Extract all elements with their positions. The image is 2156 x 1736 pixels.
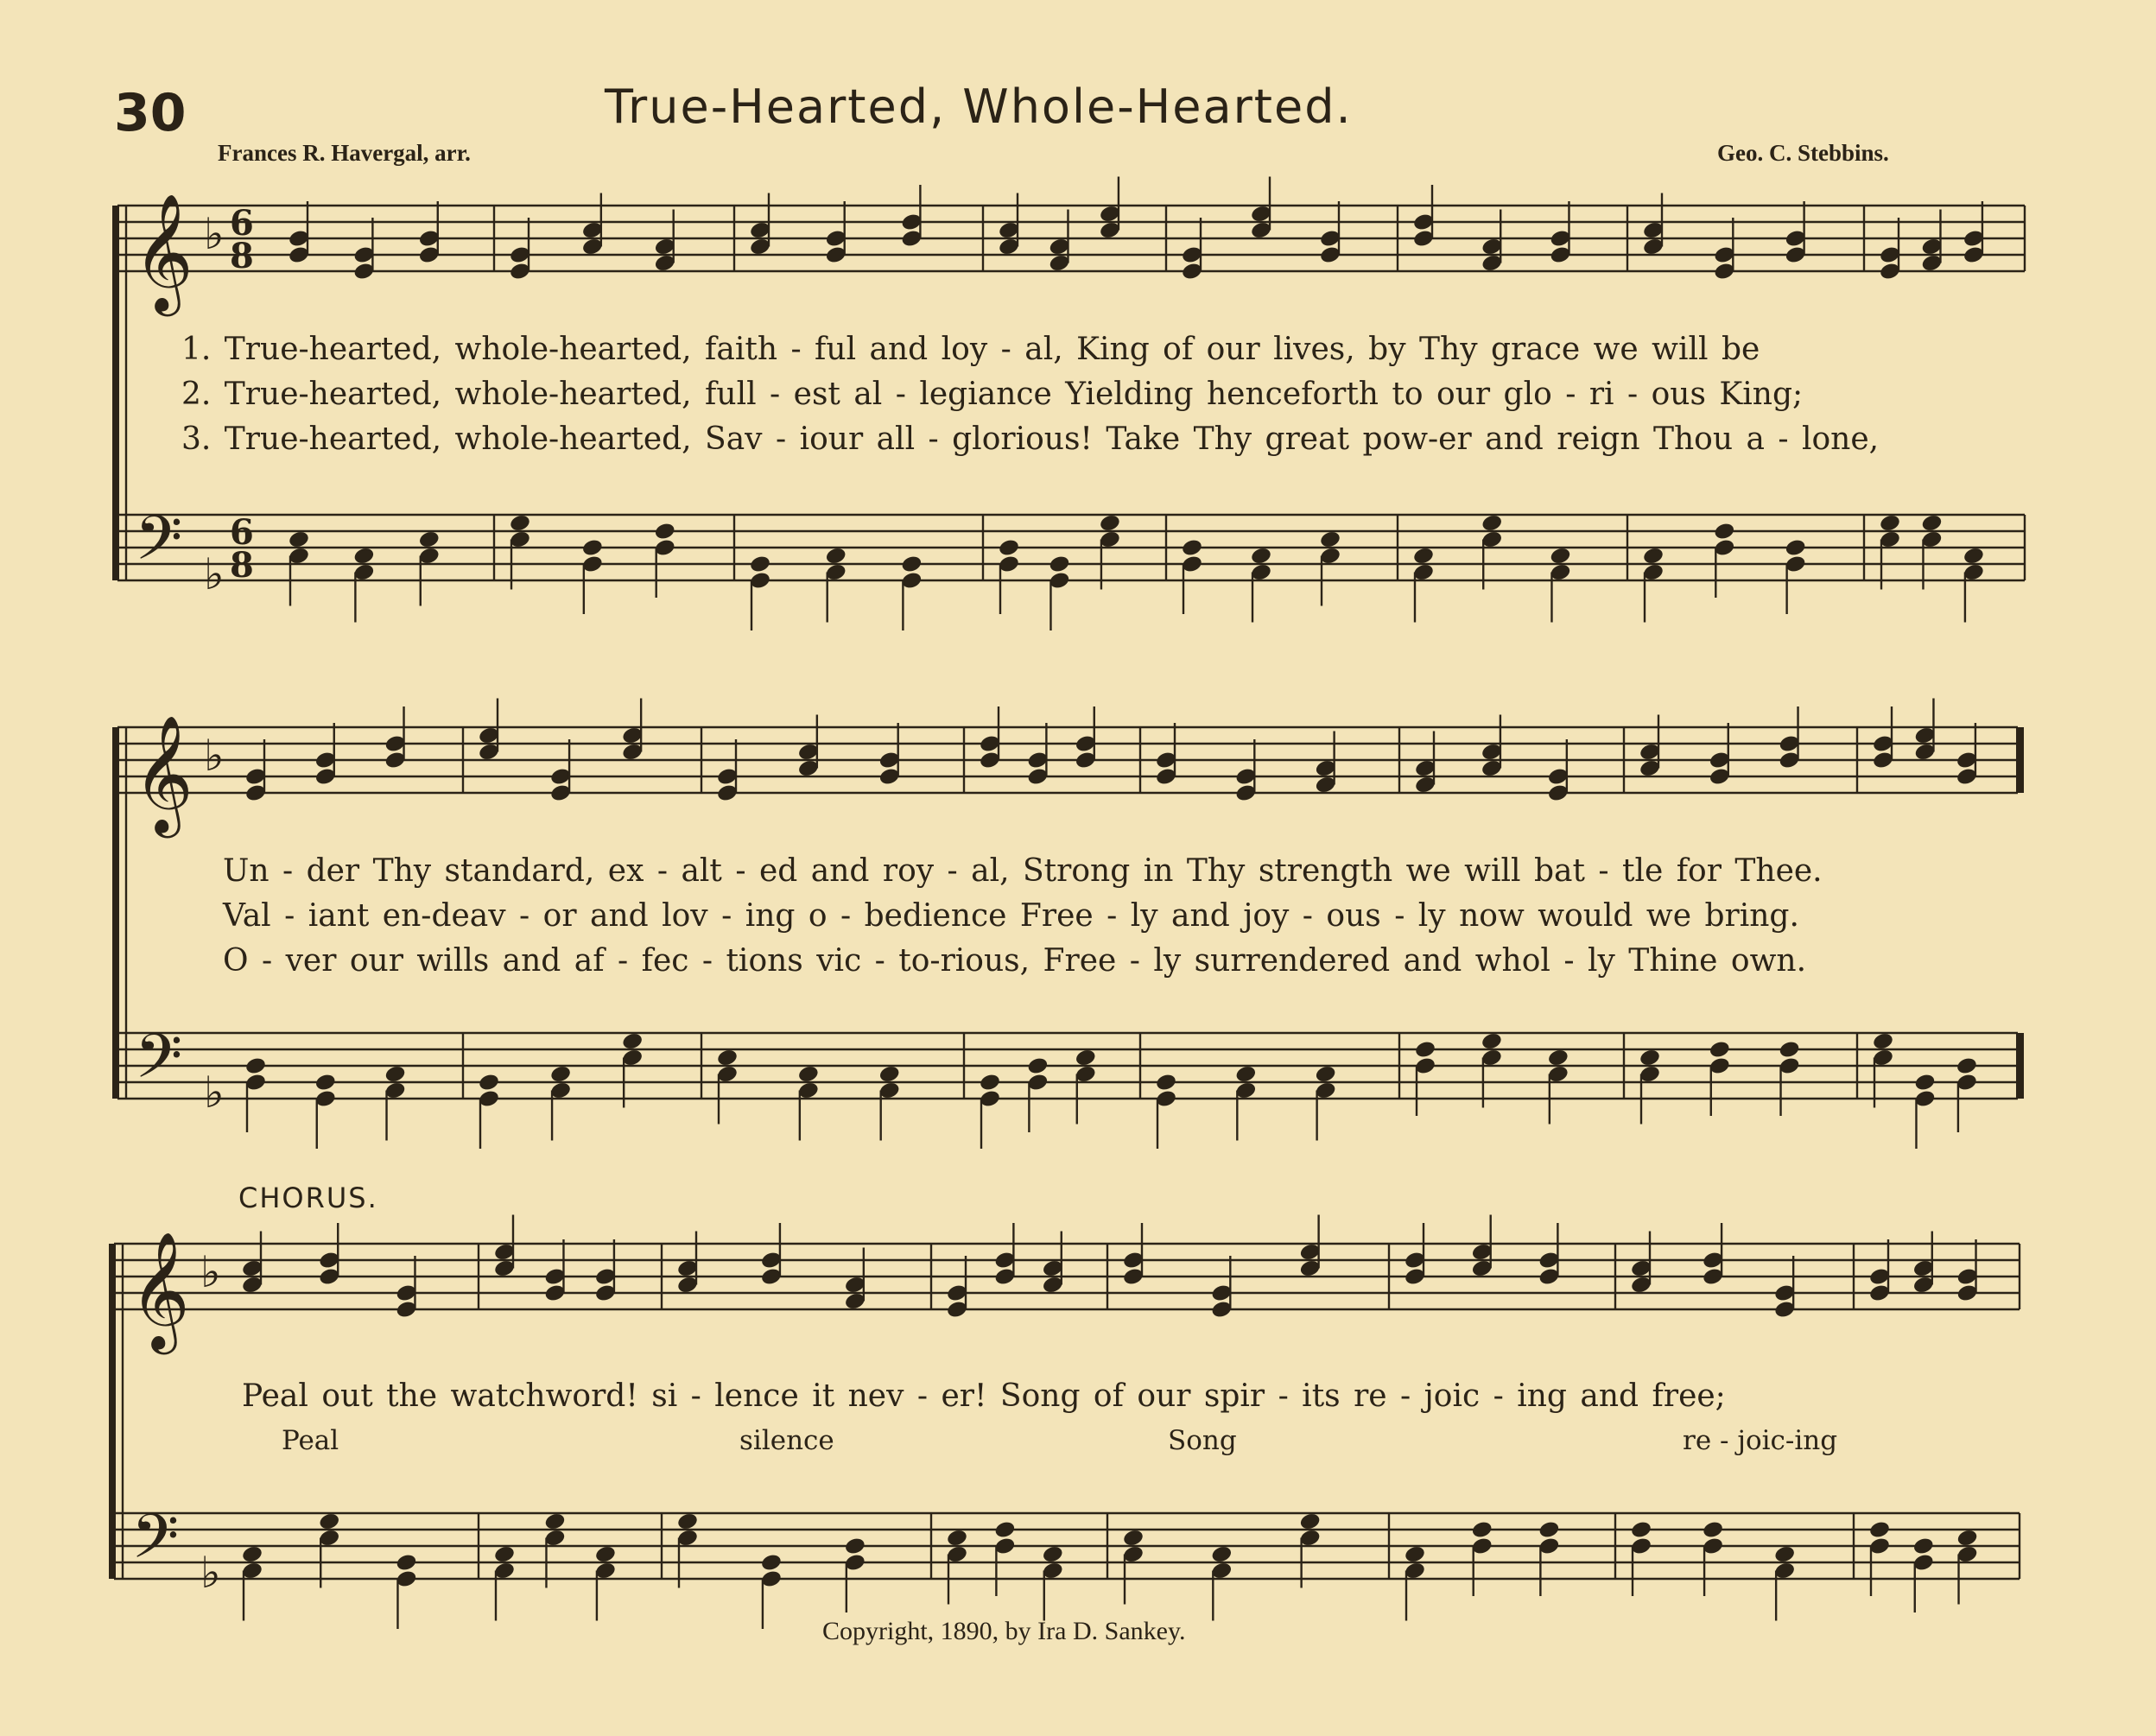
notehead: [314, 1073, 337, 1093]
notehead: [478, 1073, 500, 1093]
notehead: [844, 1536, 866, 1556]
flat-icon: ♭: [204, 549, 225, 599]
notehead: [749, 554, 771, 574]
notehead: [384, 1064, 406, 1084]
notehead: [1048, 554, 1070, 574]
verse-3-line-1: 3. True-hearted, whole-hearted, Sav - iour all - glorious! Take Thy great pow-er and reign Thou a - lone,: [181, 421, 1880, 457]
time-signature-top: 6: [230, 512, 254, 553]
notehead: [1414, 1040, 1436, 1060]
notehead: [676, 1511, 699, 1531]
bass-clef-icon: 𝄢: [135, 503, 183, 589]
notehead: [621, 1031, 644, 1051]
chorus-line: Peal out the watchword! si - lence it nev - er! Song of our spir - its re - joic - ing and free;: [242, 1378, 1726, 1414]
notehead: [1042, 1544, 1064, 1564]
notehead: [979, 1073, 1001, 1093]
notehead: [998, 538, 1020, 558]
notehead: [1538, 1520, 1560, 1540]
notehead: [900, 554, 923, 574]
treble-clef-icon: 𝄞: [133, 713, 193, 833]
notehead: [1404, 1544, 1426, 1564]
notehead: [878, 1064, 901, 1084]
notehead: [1155, 1073, 1177, 1093]
chorus-echo-3: Song: [1168, 1425, 1237, 1456]
hymn-title: True-Hearted, Whole-Hearted.: [605, 79, 1353, 134]
notehead: [1122, 1528, 1145, 1548]
notehead: [1026, 1056, 1049, 1076]
notehead: [993, 1520, 1016, 1540]
notehead: [1920, 513, 1943, 533]
notehead: [1702, 1520, 1724, 1540]
notehead: [1481, 1031, 1503, 1051]
flat-icon: ♭: [204, 731, 225, 781]
notehead: [549, 1064, 572, 1084]
system-bracket: [112, 206, 119, 580]
flat-icon: ♭: [204, 1068, 225, 1118]
notehead: [1547, 1048, 1569, 1068]
notehead: [1868, 1520, 1891, 1540]
notehead: [716, 1048, 739, 1068]
notehead: [1785, 538, 1807, 558]
notehead: [288, 529, 310, 549]
notehead: [1956, 1056, 1978, 1076]
notehead: [244, 1056, 267, 1076]
time-signature-top: 6: [230, 203, 254, 244]
notehead: [1412, 546, 1435, 566]
verse-3-line-2: O - ver our wills and af - fec - tions vic - to-rious, Free - ly surrendered and whol - ly Thine own.: [223, 943, 1807, 979]
time-signature-bottom: 8: [230, 545, 254, 586]
author-credit: Frances R. Havergal, arr.: [218, 140, 471, 166]
notehead: [352, 546, 375, 566]
notehead: [946, 1528, 968, 1548]
notehead: [1642, 546, 1665, 566]
notehead: [760, 1553, 783, 1573]
notehead: [395, 1553, 417, 1573]
notehead: [1713, 522, 1735, 542]
notehead: [1299, 1511, 1322, 1531]
notehead: [1913, 1073, 1936, 1093]
verse-1-line-2: Un - der Thy standard, ex - alt - ed and roy - al, Strong in Thy strength we will bat - tle for Thee.: [223, 853, 1823, 889]
notehead: [1250, 546, 1272, 566]
notehead: [1234, 1064, 1257, 1084]
notehead: [594, 1544, 617, 1564]
verse-1-line-1: 1. True-hearted, whole-hearted, faith - ful and loy - al, King of our lives, by Thy grace we will be: [181, 332, 1760, 367]
notehead: [1879, 513, 1901, 533]
flat-icon: ♭: [200, 1247, 221, 1297]
notehead: [1778, 1040, 1800, 1060]
notehead: [1481, 513, 1503, 533]
treble-clef-icon: 𝄞: [133, 192, 193, 311]
notehead: [1181, 538, 1203, 558]
chorus-echo-2: silence: [739, 1425, 834, 1456]
notehead: [1709, 1040, 1731, 1060]
notehead: [1315, 1064, 1337, 1084]
chorus-echo-4: re - joic-ing: [1683, 1425, 1838, 1456]
notehead: [825, 546, 847, 566]
notehead: [1471, 1520, 1493, 1540]
notehead: [1956, 1528, 1978, 1548]
notehead: [581, 538, 604, 558]
time-signature-bottom: 8: [230, 236, 254, 276]
notehead: [1549, 546, 1571, 566]
notehead: [654, 522, 676, 542]
system-bracket: [109, 1244, 116, 1579]
notehead: [241, 1544, 263, 1564]
notehead: [1963, 546, 1985, 566]
notehead: [493, 1544, 516, 1564]
bass-clef-icon: 𝄢: [135, 1021, 183, 1107]
notehead: [1912, 1536, 1935, 1556]
notehead: [1773, 1544, 1796, 1564]
notehead: [1319, 529, 1341, 549]
treble-clef-icon: 𝄞: [130, 1230, 190, 1349]
notehead: [318, 1511, 340, 1531]
flat-icon: ♭: [200, 1548, 221, 1598]
notehead: [797, 1064, 820, 1084]
notehead: [1099, 513, 1121, 533]
page-number: 30: [114, 83, 187, 143]
notehead: [1075, 1048, 1097, 1068]
chorus-heading: CHORUS.: [238, 1182, 378, 1214]
chorus-echo-1: Peal: [282, 1425, 339, 1456]
notehead: [1210, 1544, 1233, 1564]
verse-2-line-2: Val - iant en-deav - or and lov - ing o - bedience Free - ly and joy - ous - ly now would we bring.: [223, 898, 1799, 934]
notehead: [1630, 1520, 1652, 1540]
notehead: [1639, 1048, 1661, 1068]
bass-clef-icon: 𝄢: [131, 1501, 180, 1587]
notehead: [543, 1511, 566, 1531]
flat-icon: ♭: [204, 209, 225, 259]
verse-2-line-1: 2. True-hearted, whole-hearted, full - est al - legiance Yielding henceforth to our glo - ri - ous King;: [181, 377, 1804, 412]
notehead: [1872, 1031, 1894, 1051]
system-bracket: [112, 727, 119, 1099]
notehead: [418, 529, 441, 549]
composer-credit: Geo. C. Stebbins.: [1717, 140, 1889, 166]
copyright-notice: Copyright, 1890, by Ira D. Sankey.: [822, 1617, 1186, 1645]
notehead: [509, 513, 531, 533]
